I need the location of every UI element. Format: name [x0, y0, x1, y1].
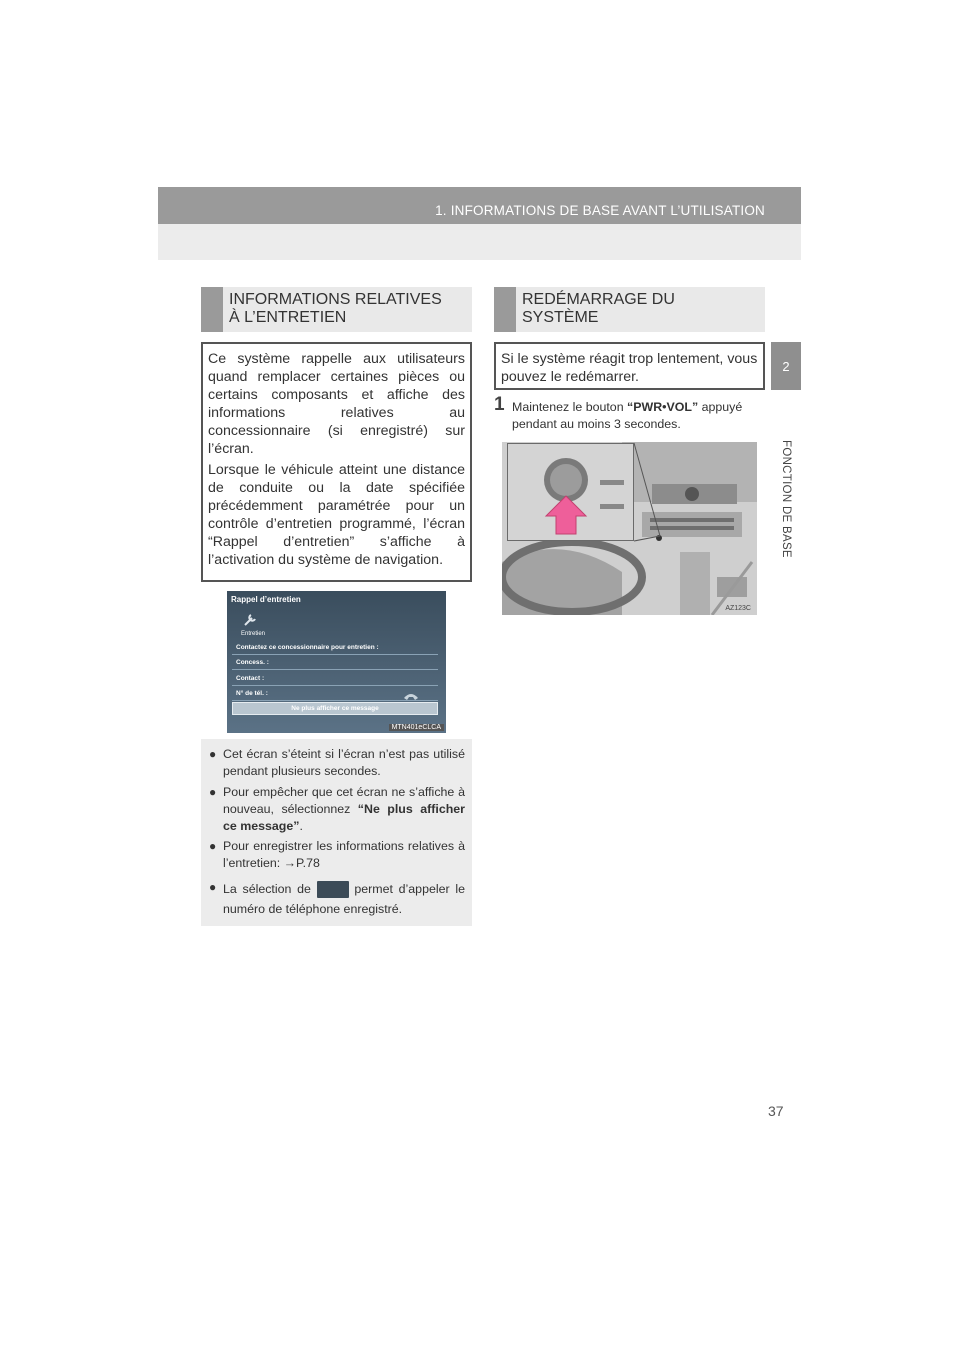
- page-number: 37: [768, 1103, 784, 1119]
- hide-message-button[interactable]: Ne plus afficher ce message: [232, 702, 438, 715]
- bullet-icon: ●: [209, 785, 217, 799]
- phone-icon: [317, 881, 349, 898]
- bullet-icon: ●: [209, 839, 217, 853]
- step-1: 1 Maintenez le bouton “PWR•VOL” appuyé pendant au moins 3 secondes.: [494, 394, 743, 431]
- dashboard-figure: [502, 442, 757, 615]
- screen-row: Contactez ce concessionnaire pour entretien :: [232, 641, 438, 655]
- header-bar: [158, 187, 801, 224]
- note-item: ● Cet écran s’éteint si l’écran n’est pas utilisé pendant plusieurs secondes.: [209, 747, 465, 778]
- figure-code: AZ123C: [725, 605, 751, 612]
- paragraph: Lorsque le véhicule atteint une distance de conduite ou la date spécifiée précédemment paramétrée pour un contrôle d’entretien programmé, l’écran “Rappel d’entretien” s’affiche à l’activation du système de navigation.: [208, 462, 465, 568]
- screen-title: Rappel d’entretien: [231, 595, 301, 604]
- step-number: 1: [494, 394, 505, 415]
- section-title-text: INFORMATIONS RELATIVES À L’ENTRETIEN: [229, 291, 442, 326]
- note-item: ● La sélection de permet d’appeler le numéro de téléphone enregistré.: [209, 880, 465, 916]
- phone-icon[interactable]: [403, 688, 419, 698]
- figure-code: MTN401eCLCA: [389, 724, 444, 731]
- wrench-icon: [243, 613, 257, 627]
- paragraph: Ce système rappelle aux utilisateurs quand remplacer certaines pièces ou certains composants et affiche des informations relatives au concessionnaire (si enregistré) sur l’écran.: [208, 351, 465, 457]
- entretien-info-box: [201, 342, 472, 582]
- chapter-label-text: FONCTION DE BASE: [780, 440, 792, 558]
- redemarrage-intro-box: [494, 342, 765, 390]
- chapter-tab: 2: [771, 342, 801, 390]
- paragraph: Si le système réagit trop lentement, vous pouvez le redémarrer.: [501, 351, 758, 385]
- section-title-text: REDÉMARRAGE DU SYSTÈME: [522, 291, 675, 326]
- chapter-label: [771, 440, 801, 640]
- screen-row: Concess. :: [232, 656, 438, 670]
- header-title: 1. INFORMATIONS DE BASE AVANT L’UTILISATION: [435, 203, 765, 218]
- section-title-entretien: [201, 287, 472, 332]
- maintenance-screen-figure: [227, 591, 446, 733]
- screen-row: Contact :: [232, 672, 438, 686]
- bullet-icon: ●: [209, 747, 217, 761]
- note-item: ● Pour enregistrer les informations relatives à l’entretien: →P.78: [209, 839, 465, 870]
- screen-row: N° de tél. :: [232, 687, 438, 701]
- note-item: ● Pour empêcher que cet écran ne s’affiche à nouveau, sélectionnez “Ne plus afficher ce message”.: [209, 785, 465, 833]
- notes-box: [201, 739, 472, 926]
- bullet-icon: ●: [209, 880, 217, 894]
- screen-icon-label: Entretien: [241, 631, 266, 637]
- section-title-redemarrage: [494, 287, 765, 332]
